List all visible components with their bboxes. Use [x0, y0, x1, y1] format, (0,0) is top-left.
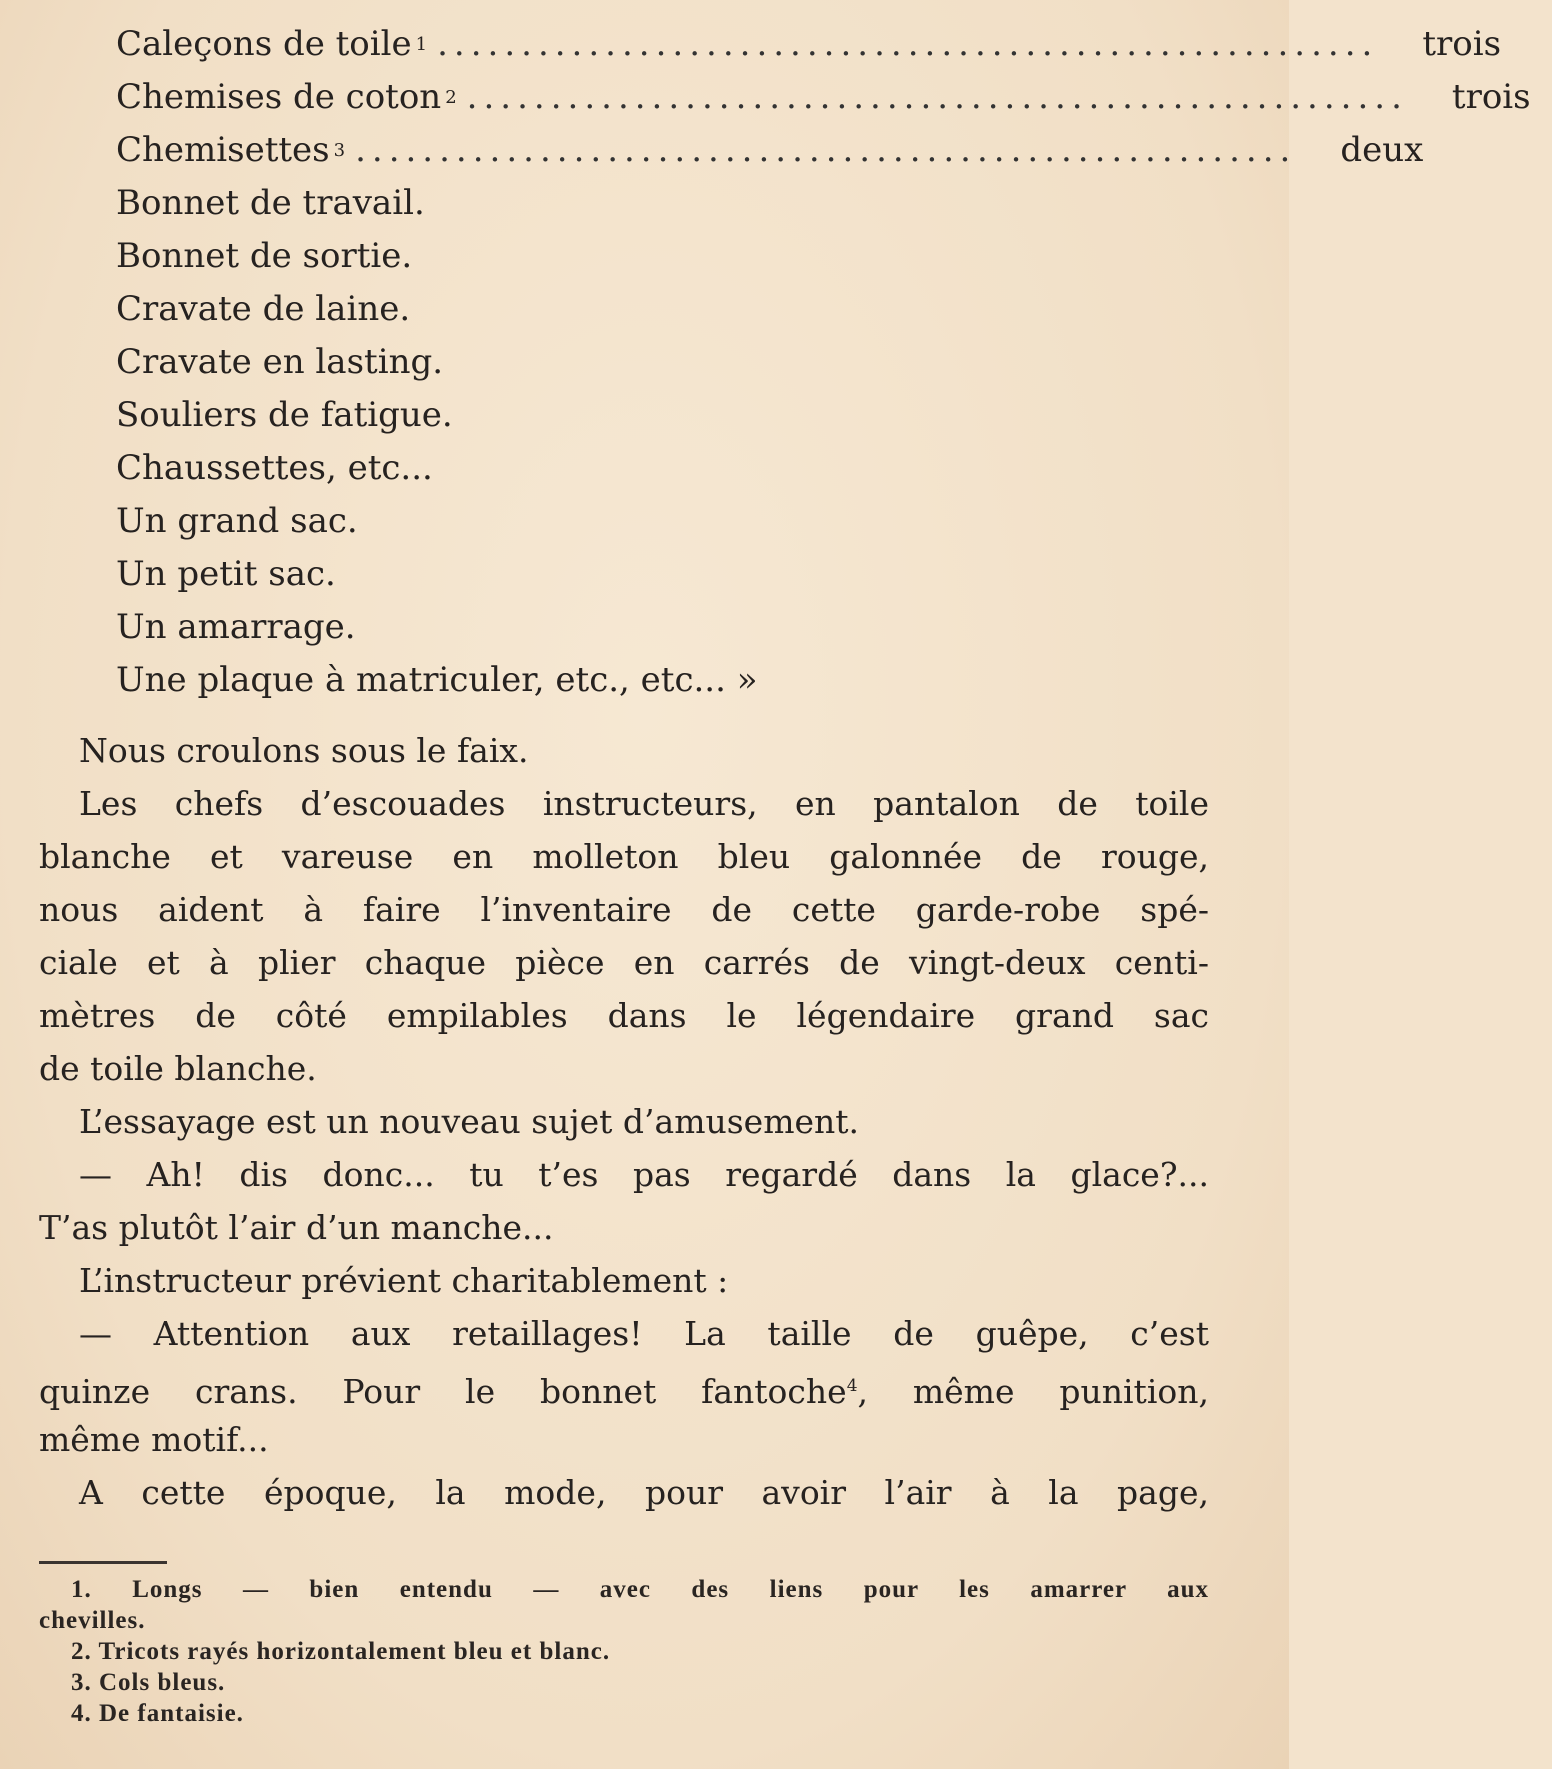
dot-leader: ........................................................ — [437, 24, 1379, 64]
text-line: Nous croulons sous le faix. — [79, 731, 529, 770]
dot-leader: ........................................................ — [355, 130, 1297, 170]
item-label: Un petit sac. — [116, 554, 336, 594]
item-label: Cravate de laine. — [116, 289, 411, 329]
footnote-ref: 4 — [846, 1376, 858, 1396]
item-label: Un grand sac. — [116, 501, 358, 541]
list-item — [116, 336, 1056, 389]
text-line: mètres de côté empilables dans le légendaire grand sac — [39, 996, 1209, 1035]
footnote-ref: 1 — [415, 34, 428, 55]
text-line: A cette époque, la mode, pour avoir l’air à la page, — [79, 1473, 1209, 1512]
footnote-ref: 3 — [333, 140, 346, 161]
item-quantity: trois — [1451, 77, 1531, 117]
list-item — [116, 495, 1056, 548]
list-item — [116, 389, 1056, 442]
list-item — [116, 230, 1056, 283]
list-item — [116, 601, 1056, 654]
item-label: Chaussettes, etc... — [116, 448, 433, 488]
footnote: 2. Tricots rayés horizontalement bleu et blanc. — [71, 1638, 611, 1665]
footnote: 3. Cols bleus. — [71, 1669, 226, 1696]
item-label: Bonnet de travail. — [116, 183, 425, 223]
list-item — [116, 548, 1056, 601]
text-line: Les chefs d’escouades instructeurs, en pantalon de toile — [79, 784, 1209, 823]
item-label: Bonnet de sortie. — [116, 236, 413, 276]
text-line — [39, 1360, 1209, 1413]
list-item — [116, 177, 1056, 230]
footnotes — [39, 1574, 1209, 1729]
footnote-ref: 2 — [445, 87, 457, 108]
dot-leader: ........................................................ — [466, 77, 1408, 117]
footnote: 4. De fantaisie. — [71, 1700, 244, 1727]
text-line: L’instructeur prévient charitablement : — [79, 1261, 729, 1300]
text-line: de toile blanche. — [39, 1049, 317, 1088]
item-label: Caleçons de toile — [116, 24, 412, 64]
clothing-list — [116, 18, 1531, 707]
list-item — [116, 654, 1056, 707]
text-line: blanche et vareuse en molleton bleu galonnée de rouge, — [39, 837, 1209, 876]
item-label: Un amarrage. — [116, 607, 356, 647]
item-quantity: trois — [1422, 24, 1502, 64]
body-text — [39, 724, 1209, 1519]
text-line: — Attention aux retaillages! La taille de guêpe, c’est — [79, 1314, 1209, 1353]
text-line: L’essayage est un nouveau sujet d’amusement. — [79, 1102, 860, 1141]
text-line: — Ah! dis donc... tu t’es pas regardé dans la glace?... — [79, 1155, 1209, 1194]
list-item — [116, 442, 1056, 495]
list-item — [116, 18, 1502, 71]
text-line: T’as plutôt l’air d’un manche... — [39, 1208, 554, 1247]
text-line: même motif... — [39, 1420, 269, 1459]
text-line: ciale et à plier chaque pièce en carrés de vingt-deux centi- — [39, 943, 1209, 982]
item-label: Chemisettes — [116, 130, 330, 170]
text-span: quinze crans. Pour le bonnet fantoche — [39, 1372, 847, 1411]
item-label: Cravate en lasting. — [116, 342, 444, 382]
item-label: Chemises de coton — [116, 77, 442, 117]
item-quantity: deux — [1340, 130, 1424, 170]
text-span: , même punition, — [857, 1372, 1209, 1411]
footnote-separator — [39, 1561, 167, 1564]
item-label: Souliers de fatigue. — [116, 395, 453, 435]
text-line: nous aident à faire l’inventaire de cette garde-robe spé- — [39, 890, 1209, 929]
item-label: Une plaque à matriculer, etc., etc... » — [116, 660, 758, 700]
footnote: chevilles. — [39, 1607, 146, 1634]
footnote: 1. Longs — bien entendu — avec des liens pour les amarrer aux — [71, 1576, 1209, 1603]
list-item — [116, 71, 1531, 124]
list-item — [116, 283, 1056, 336]
list-item — [116, 124, 1424, 177]
